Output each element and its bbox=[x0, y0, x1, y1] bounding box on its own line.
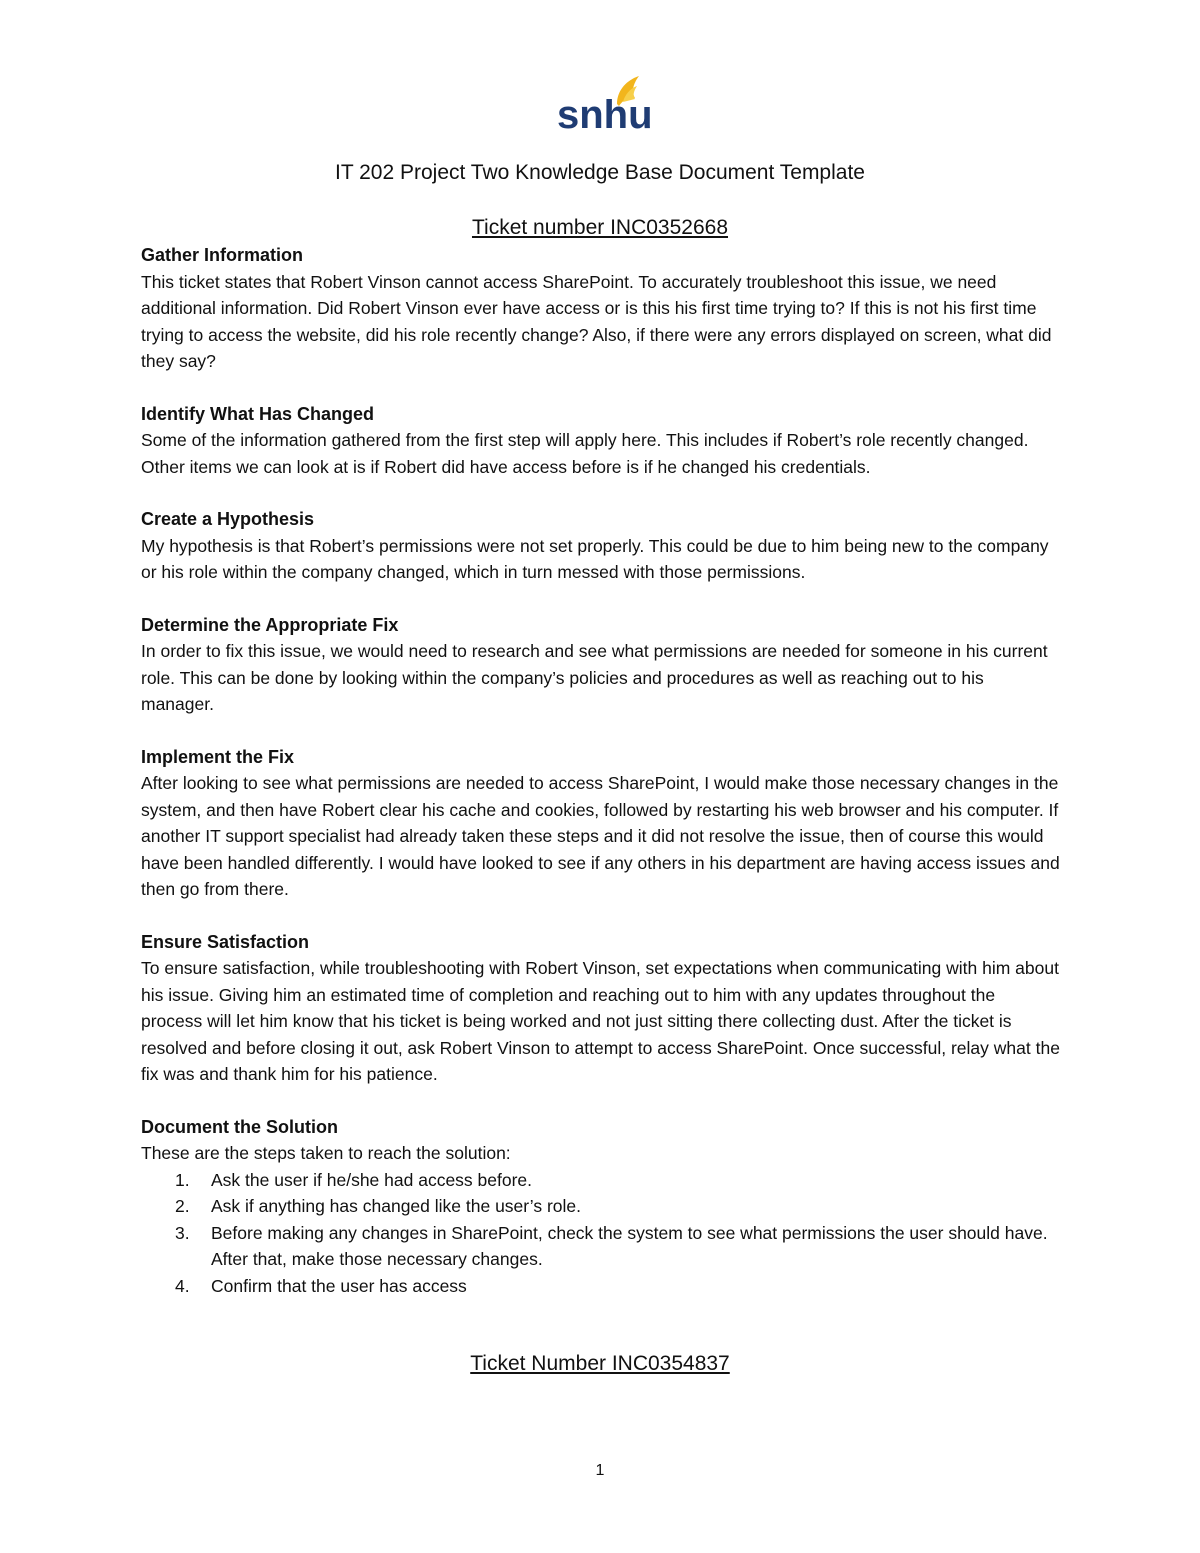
section-body: My hypothesis is that Robert’s permissions were not set properly. This could be due to him being new to the company or his role within the company changed, which in turn messed with those permissions. bbox=[141, 535, 1049, 582]
section-ensure-satisfaction bbox=[141, 929, 1061, 1088]
page-number: 1 bbox=[595, 1462, 605, 1479]
ticket-heading-1: Ticket number INC0352668 bbox=[471, 216, 729, 239]
section-title: Determine the Appropriate Fix bbox=[141, 614, 399, 635]
section-document-solution bbox=[141, 1114, 1061, 1300]
solution-steps-list bbox=[141, 1167, 1061, 1300]
section-body: This ticket states that Robert Vinson cannot access SharePoint. To accurately troubleshoot this issue, we need additional information. Did Robert Vinson ever have access or is this his first time trying to? If this is not his first time trying to access the website, did his role recently change? Also, if there were any errors displayed on screen, what did they say? bbox=[141, 271, 1052, 371]
section-body: Some of the information gathered from the first step will apply here. This includes if Robert’s role recently changed. Other items we can look at is if Robert did have access before is if he changed his credentials. bbox=[141, 430, 1029, 477]
ticket-content bbox=[141, 242, 1061, 1325]
section-title: Create a Hypothesis bbox=[141, 509, 315, 529]
section-create-hypothesis bbox=[141, 506, 1061, 586]
section-gather-information bbox=[141, 242, 1061, 375]
list-text: Ask the user if he/she had access before. bbox=[211, 1169, 533, 1190]
logo-wordmark: snhu bbox=[557, 93, 653, 134]
list-text: Ask if anything has changed like the user’s role. bbox=[211, 1196, 581, 1216]
snhu-logo bbox=[553, 72, 653, 134]
section-title: Implement the Fix bbox=[141, 746, 295, 767]
list-number: 2. bbox=[175, 1196, 190, 1216]
list-item bbox=[141, 1220, 1061, 1273]
document-title: IT 202 Project Two Knowledge Base Document Template bbox=[335, 161, 865, 184]
section-identify-what-has-changed bbox=[141, 401, 1061, 481]
section-title: Identify What Has Changed bbox=[141, 403, 375, 424]
section-title: Document the Solution bbox=[141, 1116, 338, 1137]
section-body: To ensure satisfaction, while troubleshooting with Robert Vinson, set expectations when communicating with him about his issue. Giving him an estimated time of completion and reaching out to him with any updates throughout the process will let him know that his ticket is being worked and not just sitting there collecting dust. After the ticket is resolved and before closing it out, ask Robert Vinson to attempt to access SharePoint. Once successful, relay what the fix was and thank him for his patience. bbox=[141, 958, 1060, 1084]
list-text: Before making any changes in SharePoint, check the system to see what permissions the user should have. After that, make those necessary changes. bbox=[211, 1222, 1048, 1269]
section-title: Ensure Satisfaction bbox=[141, 931, 310, 952]
section-body: After looking to see what permissions are needed to access SharePoint, I would make those necessary changes in the system, and then have Robert clear his cache and cookies, followed by restarting his web browser and his computer. If another IT support specialist had already taken these steps and it did not resolve the issue, then of course this would have been handled differently. I would have looked to see if any others in his department are having access issues and then go from there. bbox=[141, 773, 1060, 899]
section-title: Gather Information bbox=[141, 245, 304, 265]
list-number: 1. bbox=[175, 1169, 190, 1190]
list-item bbox=[141, 1193, 1061, 1220]
list-number: 3. bbox=[175, 1222, 190, 1243]
ticket-heading-2: Ticket Number INC0354837 bbox=[470, 1352, 730, 1375]
list-number: 4. bbox=[175, 1275, 190, 1296]
list-text: Confirm that the user has access bbox=[211, 1275, 467, 1296]
section-body: In order to fix this issue, we would need to research and see what permissions are needed for someone in his current role. This can be done by looking within the company’s policies and procedures as well as reaching out to his manager. bbox=[141, 641, 1048, 714]
list-item bbox=[141, 1273, 1061, 1300]
section-implement-fix bbox=[141, 744, 1061, 903]
flame-leaf-icon bbox=[553, 72, 653, 134]
list-item bbox=[141, 1167, 1061, 1194]
section-body: These are the steps taken to reach the solution: bbox=[141, 1143, 511, 1163]
section-determine-fix bbox=[141, 612, 1061, 718]
